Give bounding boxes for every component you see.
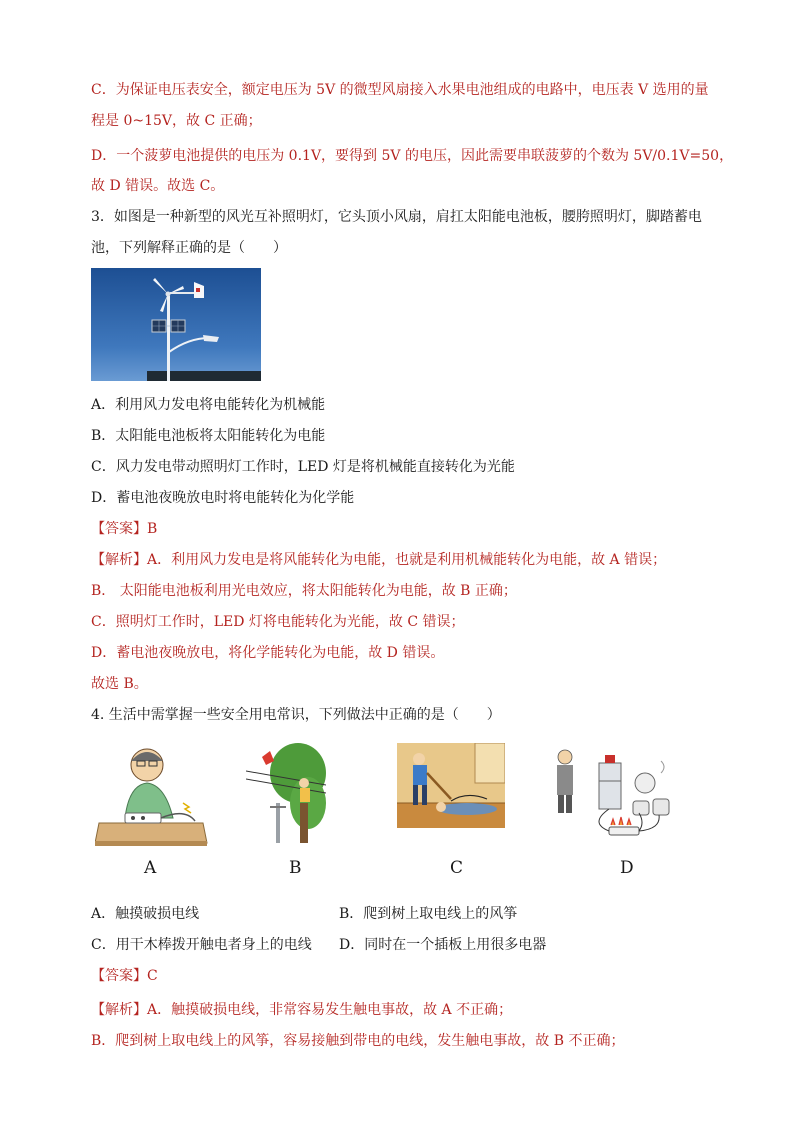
q4-option-d: D．同时在一个插板上用很多电器 [339,937,547,953]
q3-analysis-d: D．蓄电池夜晚放电，将化学能转化为电能，故 D 错误。 [91,645,445,661]
q4-analysis-a: 【解析】A．触摸破损电线，非常容易发生触电事故，故 A 不正确； [91,1002,513,1018]
q3-option-a: A．利用风力发电将电能转化为机械能 [91,397,326,413]
picture-label-a: A [144,858,157,878]
q4-stem: 4. 生活中需掌握一些安全用电常识，下列做法中正确的是（ ） [91,707,501,723]
q4-option-c: C．用干木棒拨开触电者身上的电线 [91,937,312,953]
q3-option-c: C．风力发电带动照明灯工作时，LED 灯是将机械能直接转化为光能 [91,459,515,475]
c-explanation-line-1: C．为保证电压表安全，额定电压为 5V 的微型风扇接入水果电池组成的电路中，电压表 V 选用的量 [91,82,709,98]
d-explanation-line-2: 故 D 错误。故选 C。 [91,178,225,194]
q3-answer: 【答案】B [91,521,158,537]
wind-solar-lamp-photo [91,268,261,381]
q4-analysis-b: B．爬到树上取电线上的风筝，容易接触到带电的电线，发生触电事故，故 B 不正确； [91,1033,625,1049]
touching-broken-wire-illustration [95,743,210,848]
q3-analysis-b: B． 太阳能电池板利用光电效应，将太阳能转化为电能，故 B 正确； [91,583,517,599]
picture-a [95,743,210,852]
picture-label-c: C [450,858,464,878]
picture-d [549,743,679,847]
picture-b [246,743,326,847]
wind-solar-lamp-image [91,268,261,381]
overloaded-power-strip-illustration [549,743,679,843]
c-explanation-line-2: 程是 0~15V，故 C 正确； [91,113,262,129]
q3-conclusion: 故选 B。 [91,676,148,692]
q3-option-d: D．蓄电池夜晚放电时将电能转化为化学能 [91,490,355,506]
d-explanation-line-1: D．一个菠萝电池提供的电压为 0.1V，要得到 5V 的电压，因此需要串联菠萝的个数为 5V/0.1V=50， [91,148,734,164]
q4-option-b: B．爬到树上取电线上的风筝 [339,906,518,922]
picture-c [397,743,505,832]
q4-option-a: A．触摸破损电线 [91,906,200,922]
q3-option-b: B．太阳能电池板将太阳能转化为电能 [91,428,326,444]
kite-on-power-line-illustration [246,743,326,843]
q3-stem-line-1: 3．如图是一种新型的风光互补照明灯，它头顶小风扇，肩扛太阳能电池板，腰胯照明灯，脚踏蓄电 [91,209,702,225]
picture-label-d: D [620,858,634,878]
wooden-stick-rescue-illustration [397,743,505,828]
q3-analysis-c: C．照明灯工作时，LED 灯将电能转化为光能，故 C 错误； [91,614,465,630]
q4-answer: 【答案】C [91,968,158,984]
picture-label-b: B [289,858,302,878]
q3-analysis-a: 【解析】A．利用风力发电是将风能转化为电能，也就是利用机械能转化为电能，故 A 错误； [91,552,667,568]
q3-stem-line-2: 池，下列解释正确的是（ ） [91,240,287,256]
